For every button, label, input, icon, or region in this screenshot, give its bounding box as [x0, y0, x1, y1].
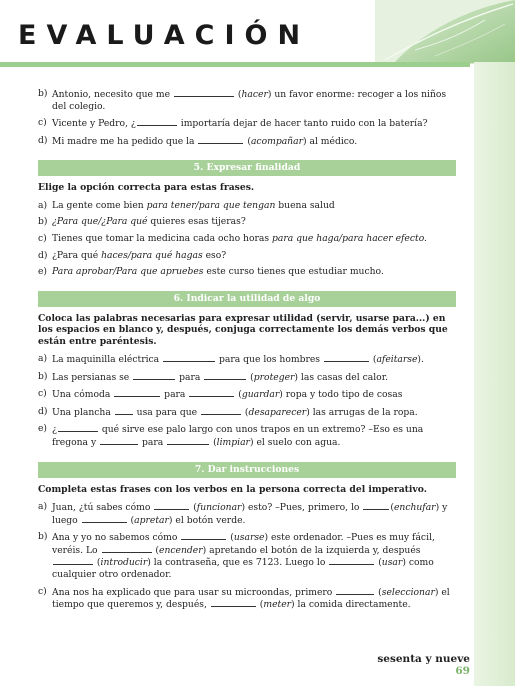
- item-text: Ana nos ha explicado que para usar su microondas, primero: [52, 586, 336, 598]
- section-title-bar: 5. Expresar finalidad: [38, 160, 456, 176]
- section-title-bar: 6. Indicar la utilidad de algo: [38, 291, 456, 307]
- exercise-item: [38, 531, 456, 580]
- italic-text: usarse: [233, 532, 265, 544]
- item-text: para: [139, 436, 167, 448]
- item-text: ) esto? –Pues, primero, lo: [241, 501, 363, 513]
- answer-blank[interactable]: [154, 501, 189, 510]
- item-text: La maquinilla eléctrica: [52, 353, 163, 365]
- item-text: buena salud: [275, 199, 335, 211]
- item-text: (: [244, 135, 251, 147]
- item-text: (: [256, 599, 264, 611]
- item-text: ¿Para qué: [52, 249, 102, 261]
- item-text: ) el botón verde.: [168, 514, 246, 526]
- item-body: [52, 250, 456, 262]
- item-text: Ana y yo no sabemos cómo: [52, 532, 181, 544]
- answer-blank[interactable]: [100, 436, 138, 445]
- item-text: ).: [417, 353, 424, 365]
- item-text: (: [242, 406, 249, 418]
- item-label: a): [38, 352, 48, 364]
- section-title-bar: 7. Dar instrucciones: [38, 462, 456, 478]
- answer-blank[interactable]: [329, 556, 374, 565]
- item-label: a): [38, 500, 48, 512]
- italic-text: usar: [381, 557, 403, 569]
- item-label: d): [38, 249, 48, 261]
- italic-text: desaparecer: [248, 406, 307, 418]
- item-text: (: [390, 501, 394, 513]
- exercise-item: [38, 406, 456, 419]
- italic-text: Para aprobar/Para que apruebes: [52, 266, 204, 278]
- answer-blank[interactable]: [163, 353, 215, 362]
- item-body: [52, 406, 456, 419]
- italic-text: seleccionar: [381, 586, 435, 598]
- exercise-content: [38, 88, 456, 616]
- item-body: [52, 216, 456, 228]
- page-header: [0, 0, 515, 64]
- answer-blank[interactable]: [114, 388, 160, 397]
- exercise-item: [38, 501, 456, 526]
- item-text: Las persianas se: [52, 371, 133, 383]
- item-label: b): [38, 88, 48, 99]
- item-text: quieres esas tijeras?: [147, 216, 246, 228]
- item-text: ¿: [52, 424, 57, 436]
- item-label: a): [38, 199, 48, 211]
- item-text: ) el tiempo que queremos y, después,: [52, 586, 450, 611]
- item-text: (: [375, 586, 382, 598]
- item-body: [52, 200, 456, 212]
- item-text: (: [210, 436, 217, 448]
- answer-blank[interactable]: [137, 117, 177, 126]
- section-instruction: Elige la opción correcta para estas frases.: [38, 182, 255, 194]
- italic-text: proteger: [253, 371, 295, 383]
- italic-text: apretar: [134, 514, 169, 526]
- item-text: qué sirve ese palo largo con unos trapos en un extremo? –Eso es una fregona y: [52, 424, 424, 448]
- exercise-item: [38, 371, 456, 384]
- item-text: (: [152, 544, 160, 556]
- item-text: (: [375, 557, 382, 569]
- item-text: (: [127, 514, 135, 526]
- item-text: ) y luego: [52, 501, 448, 526]
- exercise-item: [38, 388, 456, 401]
- item-body: [52, 117, 456, 130]
- item-label: b): [38, 531, 48, 543]
- section-instruction: Completa estas frases con los verbos en la persona correcta del imperativo.: [38, 483, 427, 495]
- item-text: (: [234, 89, 242, 100]
- item-text: para: [176, 371, 204, 383]
- page-number: 69: [455, 665, 470, 677]
- item-text: La gente come bien: [52, 199, 147, 211]
- italic-text: encender: [159, 544, 203, 556]
- exercise-item: [38, 88, 456, 112]
- item-text: para que los hombres: [216, 353, 323, 365]
- exercise-item: [38, 135, 456, 148]
- item-label: e): [38, 266, 48, 278]
- item-text: importaría dejar de hacer tanto ruido con la batería?: [177, 118, 428, 130]
- item-body: [52, 266, 456, 278]
- item-body: [52, 353, 456, 366]
- item-label: e): [38, 423, 48, 435]
- italic-text: meter: [263, 599, 292, 611]
- item-text: Vicente y Pedro, ¿: [52, 118, 136, 130]
- italic-text: guardar: [241, 389, 280, 401]
- italic-text: hacer: [241, 89, 268, 100]
- item-text: ) la contraseña, que es 7123. Luego lo: [147, 557, 329, 569]
- item-text: este curso tienes que estudiar mucho.: [203, 266, 384, 278]
- item-text: Tienes que tomar la medicina cada ocho horas: [52, 232, 272, 244]
- item-body: [52, 531, 456, 580]
- exercise-item: [38, 266, 456, 278]
- answer-blank[interactable]: [102, 544, 152, 553]
- item-text: Una cómoda: [52, 389, 114, 401]
- item-body: [52, 371, 456, 384]
- item-text: Juan, ¿tú sabes cómo: [52, 501, 154, 513]
- item-label: d): [38, 405, 48, 417]
- item-text: Una plancha: [52, 406, 114, 418]
- exercise-item: [38, 250, 456, 262]
- page-footer: [360, 653, 470, 677]
- exercise-item: [38, 216, 456, 228]
- answer-blank[interactable]: [189, 388, 234, 397]
- exercise-item: [38, 200, 456, 212]
- italic-text: ¿Para que/¿Para qué: [52, 216, 148, 228]
- item-text: Mi madre me ha pedido que la: [52, 135, 198, 147]
- answer-blank[interactable]: [204, 371, 246, 380]
- leaf-illustration-icon: [375, 0, 515, 64]
- item-text: Antonio, necesito que me: [52, 89, 173, 100]
- answer-blank[interactable]: [133, 371, 175, 380]
- answer-blank[interactable]: [363, 501, 389, 510]
- answer-blank[interactable]: [174, 88, 234, 97]
- item-text: ) el suelo con agua.: [249, 436, 341, 448]
- answer-blank[interactable]: [53, 556, 93, 565]
- item-body: [52, 501, 456, 526]
- answer-blank[interactable]: [324, 353, 369, 362]
- exercise-item: [38, 423, 456, 448]
- page-number-words: sesenta y nueve: [377, 653, 470, 665]
- item-text: ) al médico.: [302, 135, 358, 147]
- item-body: [52, 423, 456, 448]
- item-text: ) este ordenador. –Pues es muy fácil, veréis. Lo: [52, 532, 435, 556]
- italic-text: introducir: [100, 557, 148, 569]
- italic-text: enchufar: [393, 501, 436, 513]
- item-text: eso?: [202, 249, 227, 261]
- item-text: ) las casas del calor.: [294, 371, 389, 383]
- item-text: ) la comida directamente.: [291, 599, 411, 611]
- item-text: ) ropa y todo tipo de cosas: [279, 389, 403, 401]
- exercise-item: [38, 586, 456, 611]
- item-text: (: [94, 557, 101, 569]
- exercise-item: [38, 233, 456, 245]
- answer-blank[interactable]: [211, 598, 256, 607]
- answer-blank[interactable]: [167, 436, 209, 445]
- item-text: para: [161, 389, 189, 401]
- item-text: (: [235, 389, 242, 401]
- item-body: [52, 586, 456, 611]
- italic-text: afeitarse: [376, 353, 418, 365]
- item-text: ) apretando el botón de la izquierda y, después: [202, 544, 421, 556]
- item-body: [52, 88, 456, 112]
- exercise-item: [38, 117, 456, 130]
- answer-blank[interactable]: [201, 406, 241, 415]
- item-label: c): [38, 232, 47, 244]
- italic-text: funcionar: [196, 501, 242, 513]
- item-body: [52, 233, 456, 245]
- item-text: (: [190, 501, 197, 513]
- italic-text: limpiar: [216, 436, 250, 448]
- item-label: c): [38, 117, 47, 129]
- header-rule: [0, 62, 470, 67]
- item-body: [52, 135, 456, 148]
- italic-text: para tener/para que tengan: [146, 199, 276, 211]
- item-body: [52, 388, 456, 401]
- item-text: ) un favor enorme: recoger a los niños del colegio.: [52, 89, 447, 112]
- item-label: c): [38, 388, 47, 400]
- item-text: (: [247, 371, 254, 383]
- answer-blank[interactable]: [181, 531, 226, 540]
- section-instruction: Coloca las palabras necesarias para expresar utilidad (servir, usarse para...) en los espacios en blanco y, después, conjuga correctamente los demás verbos que están entre paréntesis.: [38, 312, 448, 347]
- italic-text: haces/para qué hagas: [101, 249, 203, 261]
- italic-text: acompañar: [250, 135, 303, 147]
- item-text: (: [369, 353, 377, 365]
- item-text: ) como cualquier otro ordenador.: [52, 557, 434, 580]
- page-title: EVALUACIÓN: [18, 20, 311, 51]
- answer-blank[interactable]: [58, 423, 98, 432]
- answer-blank[interactable]: [82, 514, 127, 523]
- item-label: d): [38, 134, 48, 146]
- item-text: ) las arrugas de la ropa.: [306, 406, 418, 418]
- answer-blank[interactable]: [336, 586, 374, 595]
- item-text: (: [227, 532, 234, 544]
- answer-blank[interactable]: [115, 406, 133, 415]
- item-label: b): [38, 216, 48, 228]
- margin-band: [474, 62, 515, 686]
- item-label: b): [38, 370, 48, 382]
- item-label: c): [38, 585, 47, 597]
- exercise-item: [38, 353, 456, 366]
- item-text: usa para que: [133, 406, 200, 418]
- answer-blank[interactable]: [198, 135, 243, 144]
- italic-text: para que haga/para hacer efecto.: [271, 232, 427, 244]
